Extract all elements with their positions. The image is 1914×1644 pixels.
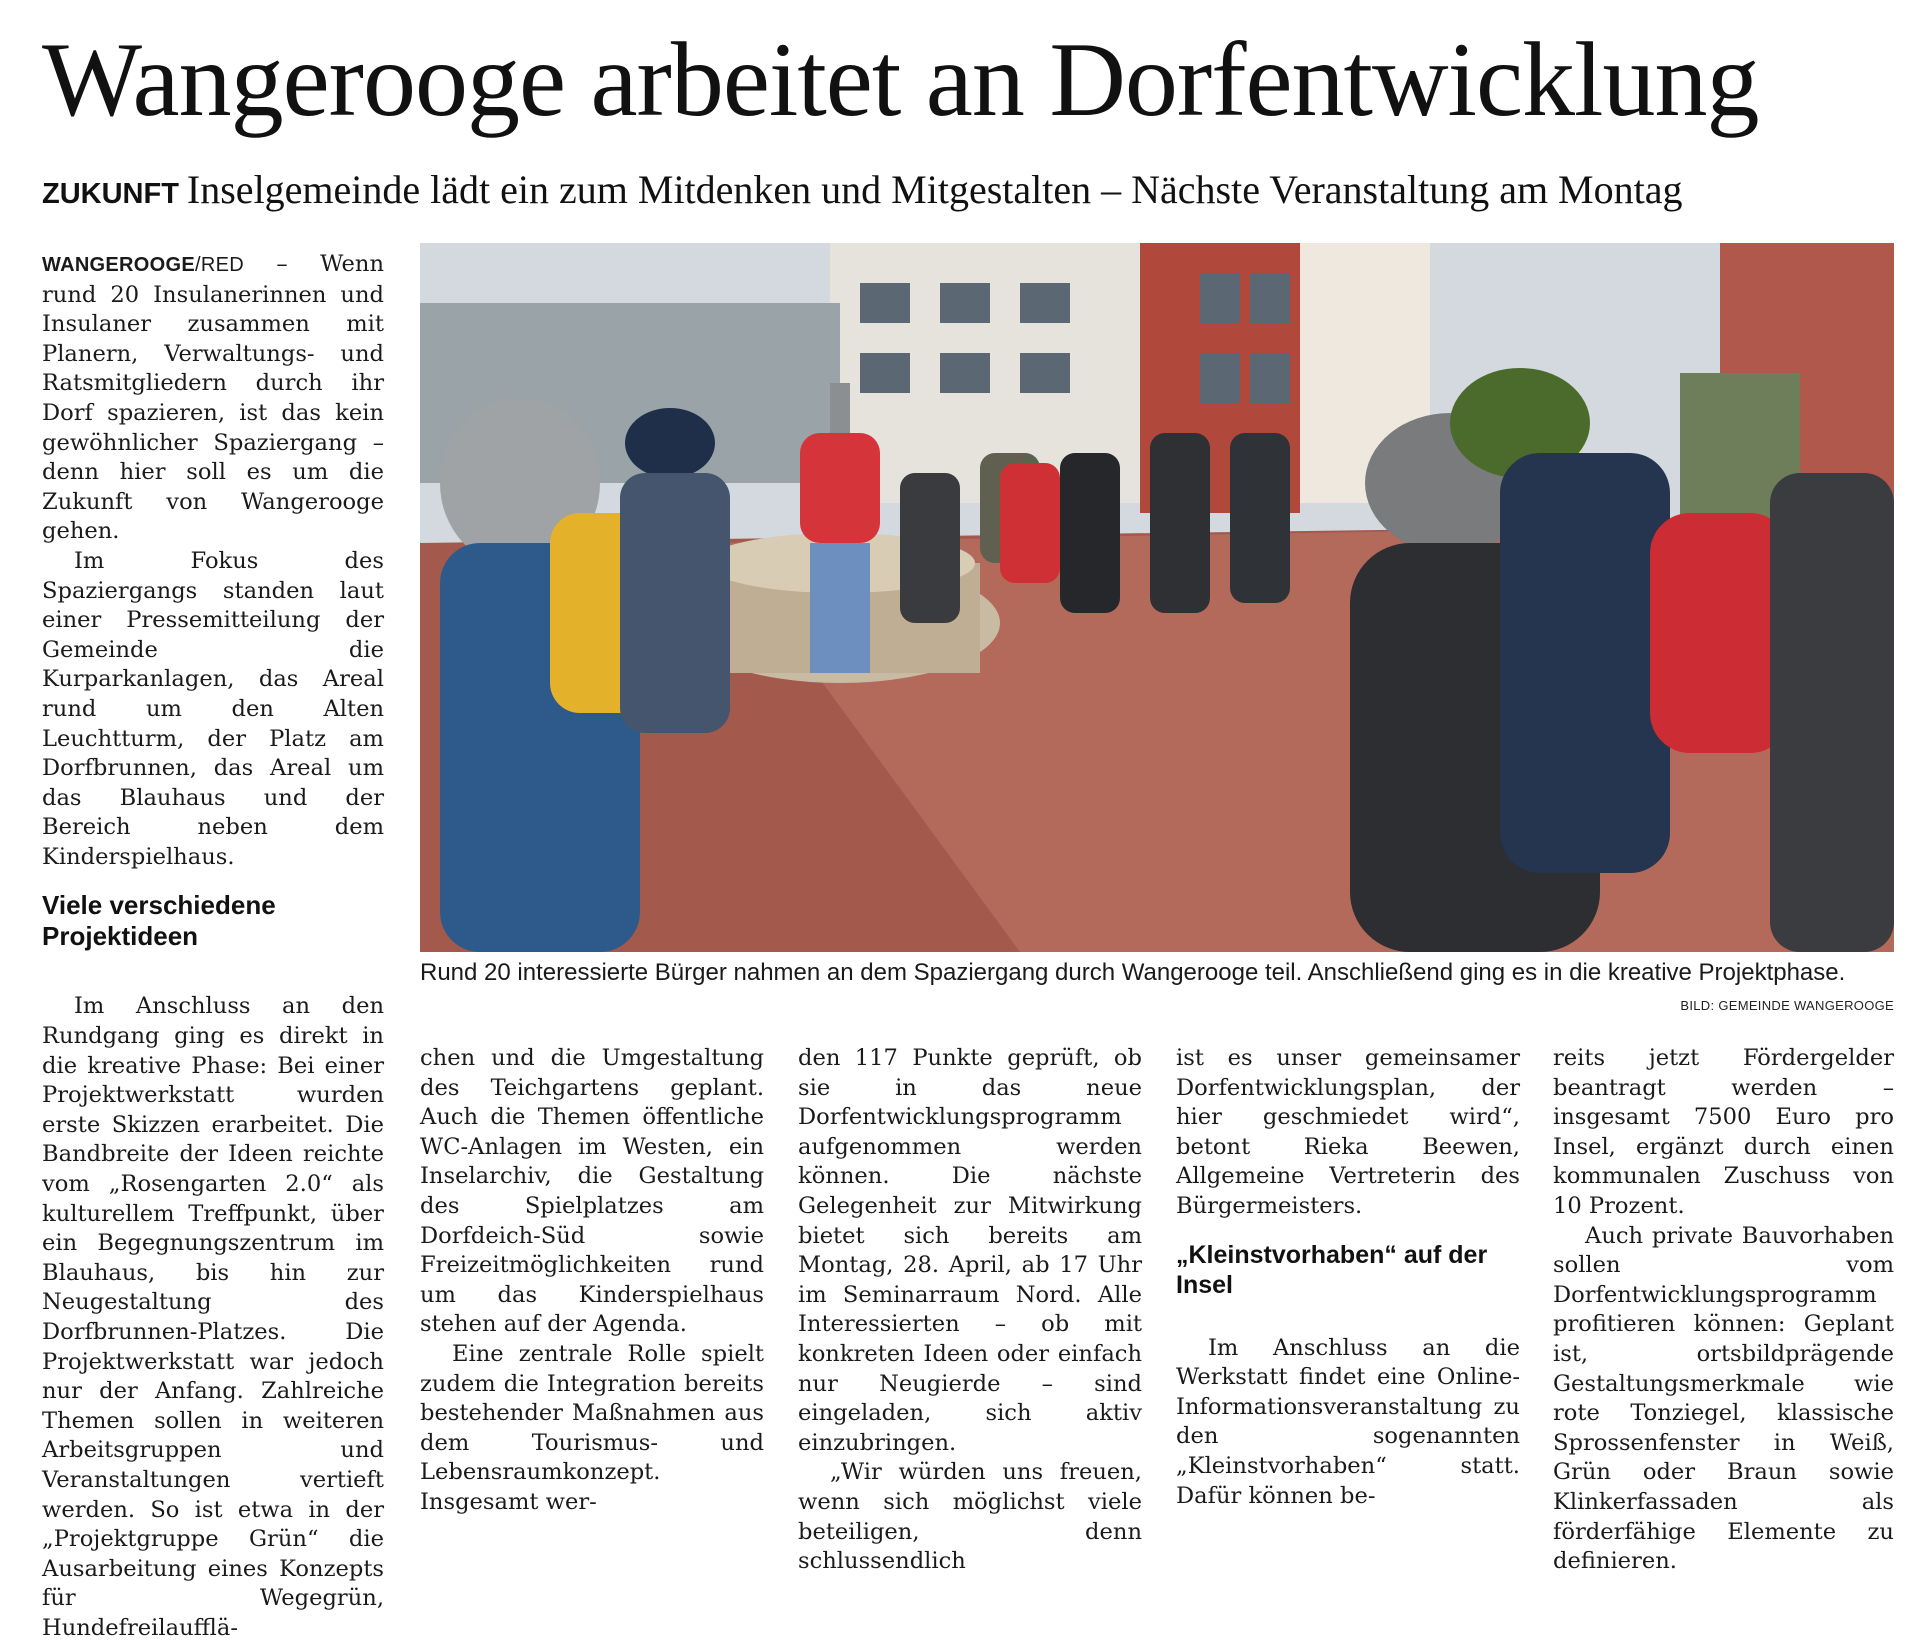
- article-column-2: [420, 1044, 764, 1518]
- col4-p1: ist es unser gemeinsamer Dorfentwicklungsplan, der hier geschmiedet wird“, betont Rieka Beewen, Allgemeine Vertreterin des Bürgermeisters.: [1176, 1045, 1520, 1219]
- dateline: [42, 254, 244, 276]
- col3-p1: den 117 Punkte geprüft, ob sie in das neue Dorfentwicklungsprogramm aufgenommen werden können. Die nächste Gelegenheit zur Mitwirkung bietet sich bereits am Montag, 28. April, ab 17 Uhr im Seminarraum Nord. Alle Interessierten – ob mit konkreten Ideen oder einfach nur Neugierde – sind eingeladen, sich aktiv einzubringen.: [798, 1045, 1142, 1456]
- lead-paragraph: WANGEROOGE/RED – Wenn rund 20 Insulanerinnen und Insulaner zusammen mit Planern, Verwaltungs- und Ratsmitgliedern durch ihr Dorf spazieren, ist das kein gewöhnlicher Spaziergang – denn hier soll es um die Zukunft von Wangerooge gehen.: [42, 251, 384, 545]
- col5-p2: Auch private Bauvorhaben sollen vom Dorfentwicklungsprogramm profitieren können: Geplant ist, ortsbildprägende Gestaltungsmerkmale wie rote Tonziegel, klassische Sprossenfenster in Weiß, Grün oder Braun sowie Klinkerfassaden als förderfähige Elemente zu definieren.: [1553, 1222, 1894, 1575]
- dateline-agency: /RED: [195, 254, 244, 276]
- col1-p2: Im Fokus des Spaziergangs standen laut einer Pressemitteilung der Gemeinde die Kurparkanlagen, das Areal rund um den Alten Leuchtturm, der Platz am Dorfbrunnen, das Areal um das Blauhaus und der Bereich neben dem Kinderspielhaus.: [42, 547, 384, 870]
- subheadline: [42, 164, 1902, 216]
- photo-credit: BILD: GEMEINDE WANGEROOGE: [1680, 998, 1894, 1013]
- deck: Inselgemeinde lädt ein zum Mitdenken und Mitgestalten – Nächste Veranstaltung am Montag: [186, 167, 1683, 212]
- col2-p2: Eine zentrale Rolle spielt zudem die Integration bereits bestehender Maßnahmen aus dem Tourismus- und Lebensraumkonzept. Insgesamt wer-: [420, 1340, 764, 1515]
- col3-p2: „Wir würden uns freuen, wenn sich möglichst viele beteiligen, denn schlussendlich: [798, 1459, 1142, 1575]
- dateline-place: WANGEROOGE: [42, 254, 196, 276]
- article-column-4: [1176, 1044, 1520, 1511]
- subhead-kleinstvorhaben: „Kleinstvorhaben“ auf der Insel: [1176, 1240, 1488, 1299]
- col5-p1: reits jetzt Fördergelder beantragt werden – insgesamt 7500 Euro pro Insel, ergänzt durch einen kommunalen Zuschuss von 10 Prozent.: [1553, 1045, 1894, 1219]
- photo-illustration: [420, 243, 1894, 952]
- headline: Wangerooge arbeitet an Dorfentwicklung: [42, 21, 1759, 138]
- col2-p1: chen und die Umgestaltung des Teichgartens geplant. Auch die Themen öffentliche WC-Anlagen im Westen, ein Inselarchiv, die Gestaltung des Spielplatzes am Dorfdeich-Süd sowie Freizeitmöglichkeiten rund um das Kinderspielhaus stehen auf der Agenda.: [420, 1045, 764, 1338]
- photo-caption: Rund 20 interessierte Bürger nahmen an dem Spaziergang durch Wangerooge teil. Anschließend ging es in die kreative Projektphase.: [420, 959, 1846, 986]
- article-column-5: [1553, 1044, 1894, 1577]
- article-photo: [420, 243, 1894, 952]
- kicker: ZUKUNFT: [42, 178, 179, 210]
- subhead-projektideen: Viele verschiedene Projektideen: [42, 890, 276, 952]
- col1-p1: Wenn rund 20 Insulanerinnen und Insulaner zusammen mit Planern, Verwaltungs- und Ratsmitgliedern durch ihr Dorf spazieren, ist das kein gewöhnlicher Spaziergang – denn hier soll es um die Zukunft von Wangerooge gehen.: [42, 251, 384, 545]
- article-column-3: [798, 1044, 1142, 1577]
- article-column-1: [42, 250, 384, 1644]
- col1-p3: Im Anschluss an den Rundgang ging es direkt in die kreative Phase: Bei einer Projektwerkstatt wurden erste Skizzen erarbeitet. Die Bandbreite der Ideen reichte vom „Rosengarten 2.0“ als kulturellem Treffpunkt, über ein Begegnungszentrum im Blauhaus, bis hin zur Neugestaltung des Dorfbrunnen-Platzes. Die Projektwerkstatt war jedoch nur der Anfang. Zahlreiche Themen sollen in weiteren Arbeitsgruppen und Veranstaltungen vertieft werden. So ist etwa in der „Projektgruppe Grün“ die Ausarbeitung eines Konzepts für Wegegrün, Hundefreilaufflä-: [42, 993, 384, 1641]
- col4-p2: Im Anschluss an die Werkstatt findet eine Online-Informationsveranstaltung zu den sogenannten „Kleinstvorhaben“ statt. Dafür können be-: [1176, 1334, 1520, 1509]
